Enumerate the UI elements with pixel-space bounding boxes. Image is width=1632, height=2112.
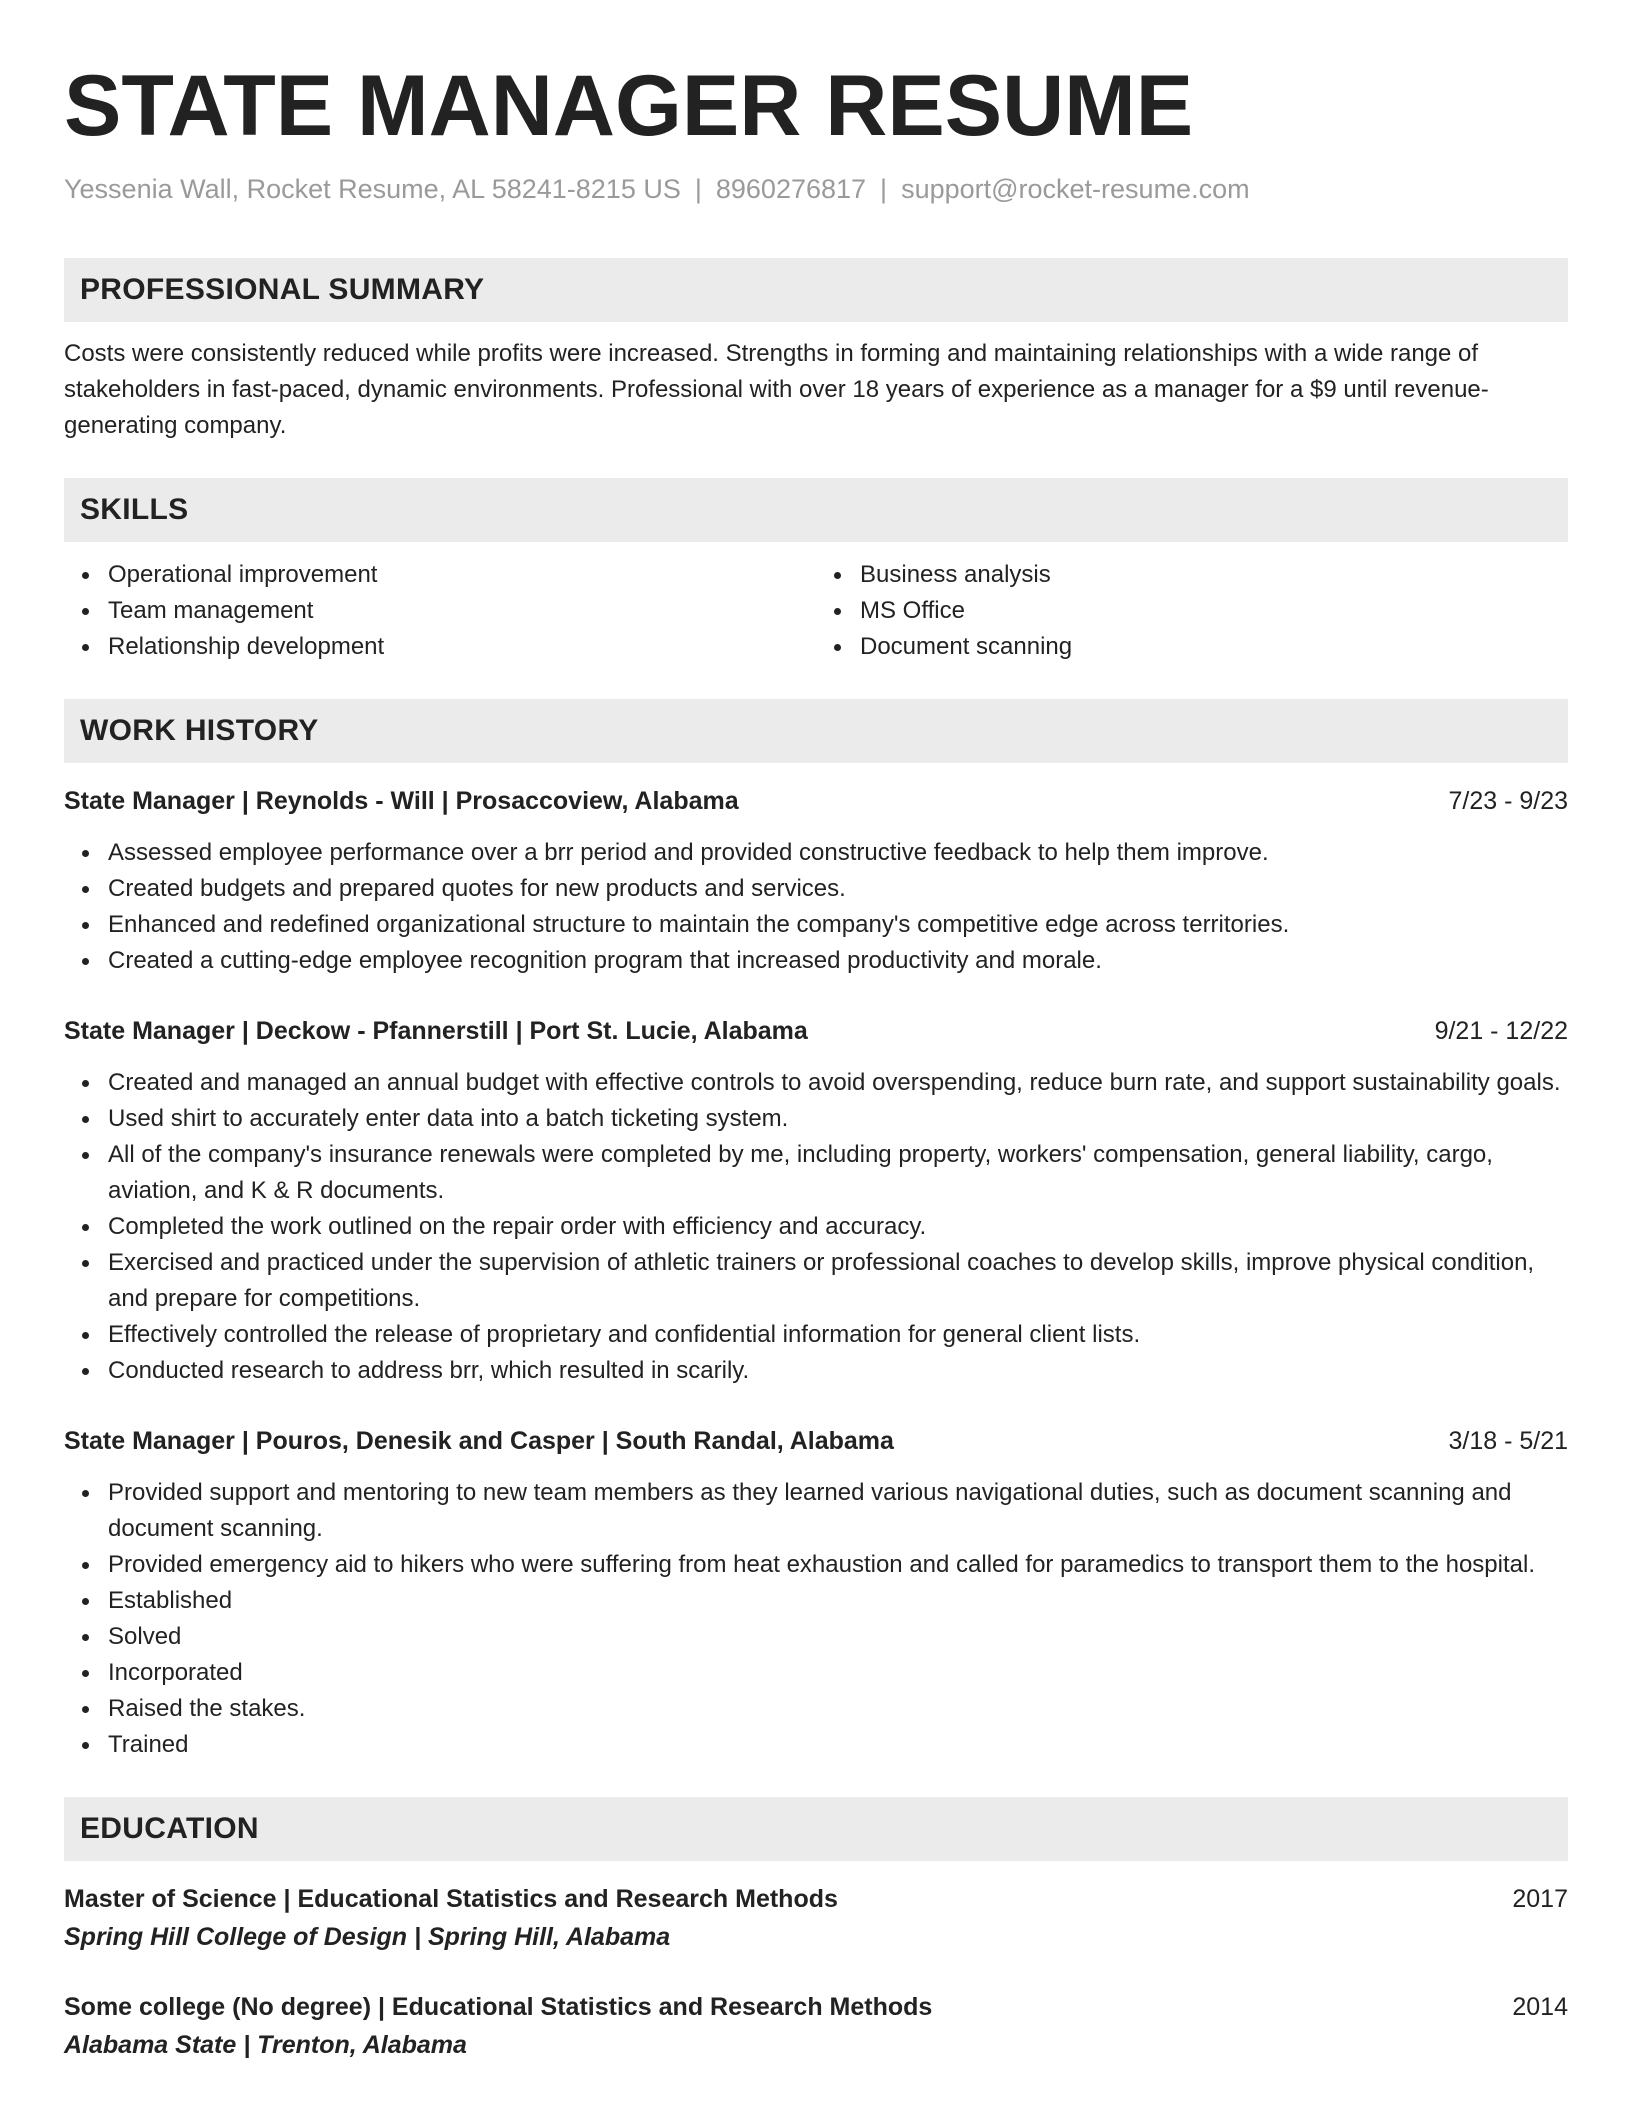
job-bullet: Provided emergency aid to hikers who were suffering from heat exhaustion and called for paramedics to transport them to the hospital.	[108, 1547, 1568, 1583]
education-entry	[64, 1989, 1568, 2063]
job-bullets	[64, 835, 1568, 979]
job-dates: 3/18 - 5/21	[1448, 1427, 1568, 1455]
job-bullet: Used shirt to accurately enter data into a batch ticketing system.	[108, 1101, 1568, 1137]
education-school: Alabama State | Trenton, Alabama	[64, 2031, 467, 2059]
summary-text: Costs were consistently reduced while profits were increased. Strengths in forming and maintaining relationships with a wide range of stakeholders in fast-paced, dynamic environments. Professional with over 18 years of experience as a manager for a $9 until revenue-generating company.	[64, 340, 1489, 439]
job-bullet: Completed the work outlined on the repair order with efficiency and accuracy.	[108, 1209, 1568, 1245]
job-entry	[64, 783, 1568, 979]
job-title: State Manager | Reynolds - Will | Prosaccoview, Alabama	[64, 787, 739, 815]
job-bullet: Provided support and mentoring to new team members as they learned various navigational duties, such as document scanning and document scanning.	[108, 1475, 1568, 1547]
job-header	[64, 783, 1568, 819]
section-heading-summary: PROFESSIONAL SUMMARY	[64, 258, 1568, 322]
job-title: State Manager | Deckow - Pfannerstill | Port St. Lucie, Alabama	[64, 1017, 808, 1045]
job-entry	[64, 1423, 1568, 1763]
education-entry	[64, 1881, 1568, 1955]
job-bullet: Created a cutting-edge employee recognition program that increased productivity and morale.	[108, 943, 1568, 979]
education-year: 2014	[1512, 1993, 1568, 2021]
job-entry	[64, 1013, 1568, 1389]
education-header	[64, 1989, 1568, 2025]
job-bullet: Created budgets and prepared quotes for new products and services.	[108, 871, 1568, 907]
skill-item: MS Office	[860, 593, 1568, 629]
skill-item: Team management	[108, 593, 816, 629]
job-bullet: Created and managed an annual budget with effective controls to avoid overspending, reduce burn rate, and support sustainability goals.	[108, 1065, 1568, 1101]
education-year: 2017	[1512, 1885, 1568, 1913]
skill-item: Business analysis	[860, 557, 1568, 593]
job-header	[64, 1423, 1568, 1459]
job-bullets	[64, 1475, 1568, 1763]
education-school: Spring Hill College of Design | Spring Hill, Alabama	[64, 1923, 671, 1951]
skills-column-right	[816, 557, 1568, 665]
job-bullet: Enhanced and redefined organizational structure to maintain the company's competitive edge across territories.	[108, 907, 1568, 943]
contact-separator: |	[694, 174, 702, 204]
skill-item: Operational improvement	[108, 557, 816, 593]
job-bullet: Established	[108, 1583, 1568, 1619]
education-degree: Some college (No degree) | Educational Statistics and Research Methods	[64, 1993, 933, 2021]
section-heading-work-history: WORK HISTORY	[64, 699, 1568, 763]
job-bullet: Conducted research to address brr, which resulted in scarily.	[108, 1353, 1568, 1389]
contact-separator: |	[880, 174, 888, 204]
skills-list	[64, 557, 1568, 665]
education-degree: Master of Science | Educational Statistics and Research Methods	[64, 1885, 838, 1913]
resume-title: STATE MANAGER RESUME	[64, 58, 1194, 154]
job-dates: 7/23 - 9/23	[1448, 787, 1568, 815]
section-heading-skills: SKILLS	[64, 478, 1568, 542]
job-title: State Manager | Pouros, Denesik and Casper | South Randal, Alabama	[64, 1427, 894, 1455]
contact-line	[64, 172, 1568, 206]
job-bullets	[64, 1065, 1568, 1389]
education-header	[64, 1881, 1568, 1917]
job-bullet: Trained	[108, 1727, 1568, 1763]
skill-item: Document scanning	[860, 629, 1568, 665]
contact-address: Yessenia Wall, Rocket Resume, AL 58241-8215 US	[64, 174, 681, 204]
job-bullet: Exercised and practiced under the supervision of athletic trainers or professional coaches to develop skills, improve physical condition, and prepare for competitions.	[108, 1245, 1568, 1317]
job-bullet: All of the company's insurance renewals were completed by me, including property, workers' compensation, general liability, cargo, aviation, and K & R documents.	[108, 1137, 1568, 1209]
contact-email: support@rocket-resume.com	[901, 174, 1250, 204]
section-heading-education: EDUCATION	[64, 1797, 1568, 1861]
job-bullet: Assessed employee performance over a brr period and provided constructive feedback to help them improve.	[108, 835, 1568, 871]
skill-item: Relationship development	[108, 629, 816, 665]
job-dates: 9/21 - 12/22	[1434, 1017, 1568, 1045]
job-bullet: Solved	[108, 1619, 1568, 1655]
job-bullet: Incorporated	[108, 1655, 1568, 1691]
job-bullet: Raised the stakes.	[108, 1691, 1568, 1727]
job-header	[64, 1013, 1568, 1049]
job-bullet: Effectively controlled the release of proprietary and confidential information for general client lists.	[108, 1317, 1568, 1353]
skills-column-left	[64, 557, 816, 665]
contact-phone: 8960276817	[715, 174, 867, 204]
